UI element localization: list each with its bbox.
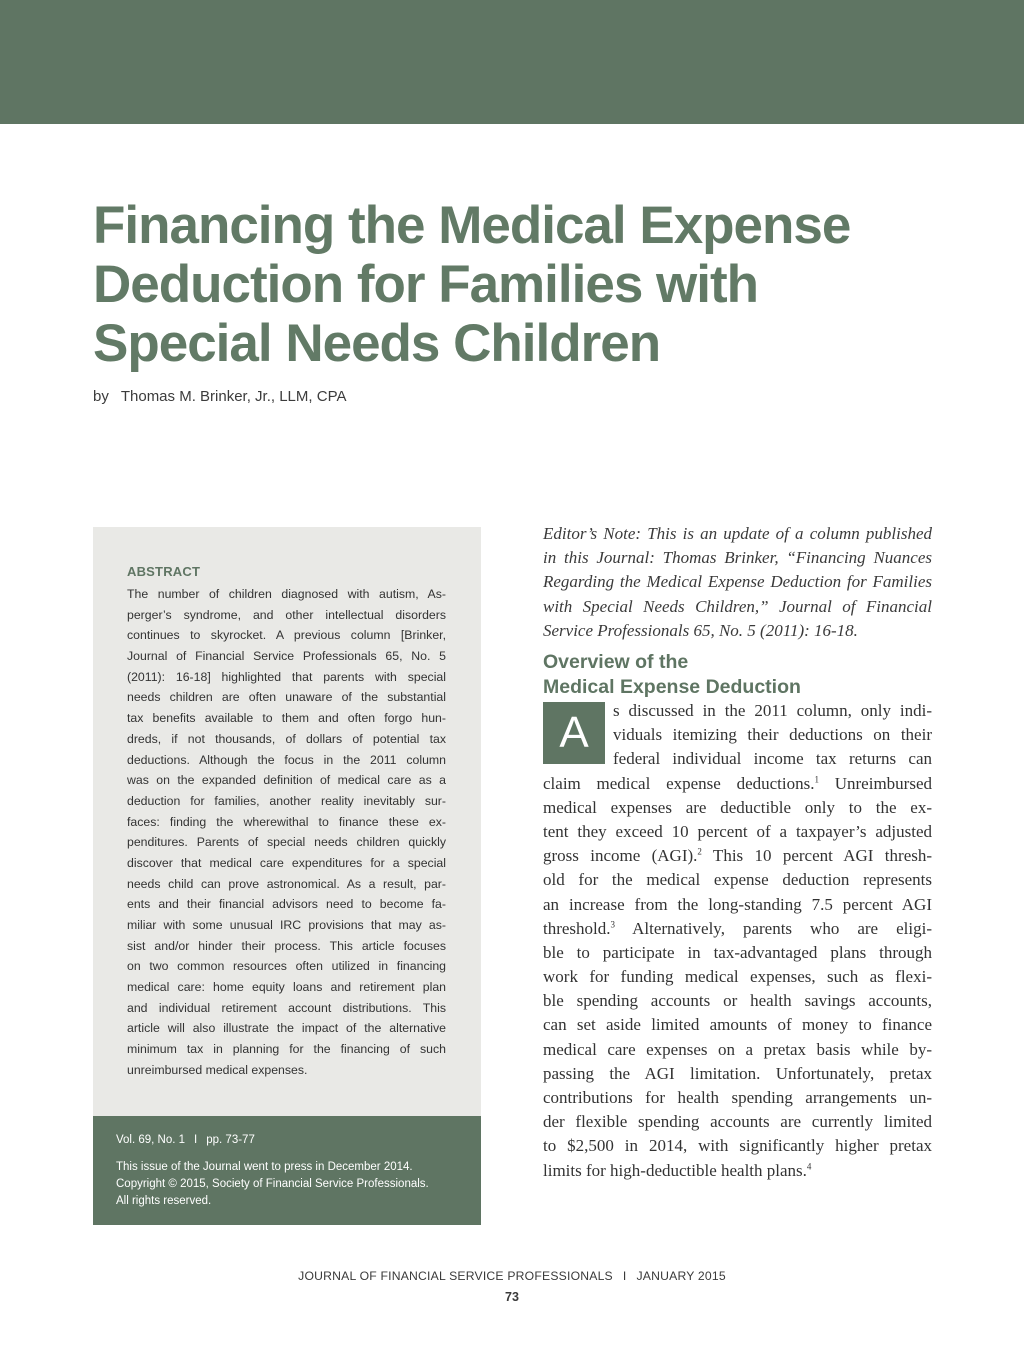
drop-cap: A [543, 702, 605, 764]
abstract-line: Journal of Financial Service Professionals 65, No. 5 [127, 649, 446, 664]
footer-separator: I [622, 1269, 627, 1283]
abstract-line: dreds, if not thousands, of dollars of potential tax [127, 731, 446, 746]
editors-note-line [543, 522, 932, 546]
note-line: This issue of the Journal went to press in December 2014. [116, 1161, 413, 1173]
body-line [543, 844, 932, 868]
body-line-text: threshold. [543, 918, 611, 938]
body-line-text: Unreimbursed [818, 773, 932, 793]
issue-date: JANUARY 2015 [636, 1269, 726, 1283]
body-line [543, 772, 932, 796]
body-line: der flexible spending accounts are currently limited [543, 1112, 932, 1132]
volume-separator: I [194, 1134, 198, 1146]
editors-note-line-text: in this Journal: Thomas Brinker, “Financing Nuances [543, 548, 932, 568]
editors-note-line-text: with Special Needs Children,” Journal of Financial [543, 596, 932, 616]
body-line: ble to participate in tax-advantaged plans through [543, 942, 932, 962]
abstract-line: (2011): 16-18] highlighted that parents with special [127, 669, 446, 684]
abstract-line: miliar with some unusual IRC provisions that may as- [127, 918, 446, 932]
editors-note-line-text: Regarding the Medical Expense Deduction for Families [543, 572, 932, 592]
title-line: Deduction for Families with [93, 255, 759, 314]
abstract-line: on two common resources often utilized in financing [127, 959, 446, 974]
abstract-line: minimum tax in planning for the financing of such [127, 1042, 446, 1057]
page-number: 73 [505, 1290, 519, 1304]
body-line: s discussed in the 2011 column, only indi- [613, 701, 932, 720]
page-footer [0, 1269, 1024, 1283]
right-column [543, 522, 932, 643]
section-heading-line: Overview of the [543, 651, 689, 673]
volume-line [116, 1134, 255, 1146]
abstract-line: deduction for families, another reality inevitably sur- [127, 793, 446, 808]
title-line: Special Needs Children [93, 314, 661, 373]
body-line: contributions for health spending arrangements un- [543, 1088, 932, 1107]
abstract-line: needs children are often unaware of the substantial [127, 690, 446, 705]
abstract-line: was on the expanded definition of medical care as a [127, 773, 446, 788]
editors-note-line [543, 546, 932, 570]
abstract-line: deductions. Although the focus in the 2011 column [127, 752, 446, 767]
section-heading [543, 650, 801, 699]
abstract-line: penditures. Parents of special needs children quickly [127, 835, 446, 850]
footnote-marker: 3 [610, 919, 616, 930]
body-line-text: gross income (AGI). [543, 846, 698, 866]
abstract-line: medical care: home equity loans and retirement plan [127, 980, 446, 995]
body-line: passing the AGI limitation. Unfortunately, pretax [543, 1063, 932, 1083]
body-line: medical care expenses on a pretax basis while by- [543, 1039, 932, 1059]
footnote-marker: 1 [814, 773, 819, 784]
title-line: Financing the Medical Expense [93, 196, 851, 255]
body-line: an increase from the long-standing 7.5 percent AGI [543, 894, 932, 914]
abstract-line: tax benefits available to them and often forgo hun- [127, 711, 446, 726]
abstract-line: faces: finding the wherewithal to finance these ex- [127, 814, 446, 829]
abstract-line: continues to skyrocket. A previous column [Brinker, [127, 628, 446, 643]
abstract-line: discover that medical care expenditures for a special [127, 855, 446, 870]
footnote-marker: 4 [806, 1160, 812, 1171]
journal-name: JOURNAL OF FINANCIAL SERVICE PROFESSIONALS [298, 1269, 613, 1283]
body-line: federal individual income tax returns can [613, 749, 932, 769]
editors-note-line-text: Service Professionals 65, No. 5 (2011): 16-18. [543, 620, 858, 640]
footnote-marker: 2 [697, 846, 702, 857]
body-line [543, 917, 932, 941]
body-line-text: This 10 percent AGI thresh- [701, 846, 933, 866]
body-line: can set aside limited amounts of money to finance [543, 1015, 932, 1035]
abstract-text [127, 584, 446, 1081]
note-line: Copyright © 2015, Society of Financial Service Professionals. [116, 1178, 429, 1191]
abstract-line: sist and/or hinder their process. This article focuses [127, 938, 446, 953]
body-line-text: limits for high-deductible health plans. [543, 1160, 807, 1180]
byline-prefix: by [93, 388, 109, 405]
abstract-heading: ABSTRACT [127, 564, 201, 579]
body-line: ble spending accounts or health savings accounts, [543, 991, 932, 1011]
editors-note-line-text: Editor’s Note: This is an update of a column published [543, 524, 932, 543]
abstract-line: needs child can prove astronomical. As a result, par- [127, 876, 446, 891]
section-body [543, 699, 932, 1183]
editors-note-line [543, 570, 932, 594]
editors-note [543, 522, 932, 643]
abstract-line: unreimbursed medical expenses. [127, 1062, 308, 1077]
editors-note-line [543, 619, 932, 643]
abstract-line: and individual retirement account distributions. This [127, 1000, 446, 1015]
header-band [0, 0, 1024, 124]
abstract-line: perger’s syndrome, and other intellectual disorders [127, 607, 446, 622]
note-line: All rights reserved. [116, 1195, 212, 1208]
byline [93, 388, 346, 405]
issue-info-box [93, 1116, 481, 1225]
copyright-note [116, 1159, 476, 1211]
abstract-line: ents and their financial advisors need to become fa- [127, 897, 446, 912]
body-line: viduals itemizing their deductions on their [613, 725, 932, 745]
article-title [93, 196, 893, 373]
abstract-box [93, 527, 481, 1116]
abstract-line: article will also illustrate the impact of the alternative [127, 1021, 446, 1036]
author-name: Thomas M. Brinker, Jr., LLM, CPA [120, 388, 347, 405]
editors-note-line [543, 595, 932, 619]
body-line-text: Alternatively, parents who are eligi- [615, 918, 932, 938]
body-line: to $2,500 in 2014, with significantly higher pretax [543, 1136, 932, 1156]
body-line: old for the medical expense deduction represents [543, 870, 932, 890]
volume-number: Vol. 69, No. 1 [116, 1134, 186, 1146]
body-line: work for funding medical expenses, such as flexi- [543, 967, 932, 987]
abstract-line: The number of children diagnosed with autism, As- [127, 587, 446, 601]
body-line: tent they exceed 10 percent of a taxpayer’s adjusted [543, 821, 932, 841]
section-heading-line: Medical Expense Deduction [543, 675, 801, 698]
body-line [543, 1159, 932, 1183]
body-line: medical expenses are deductible only to the ex- [543, 797, 932, 817]
body-line-text: claim medical expense deductions. [543, 773, 815, 793]
page-range: pp. 73-77 [206, 1134, 255, 1146]
